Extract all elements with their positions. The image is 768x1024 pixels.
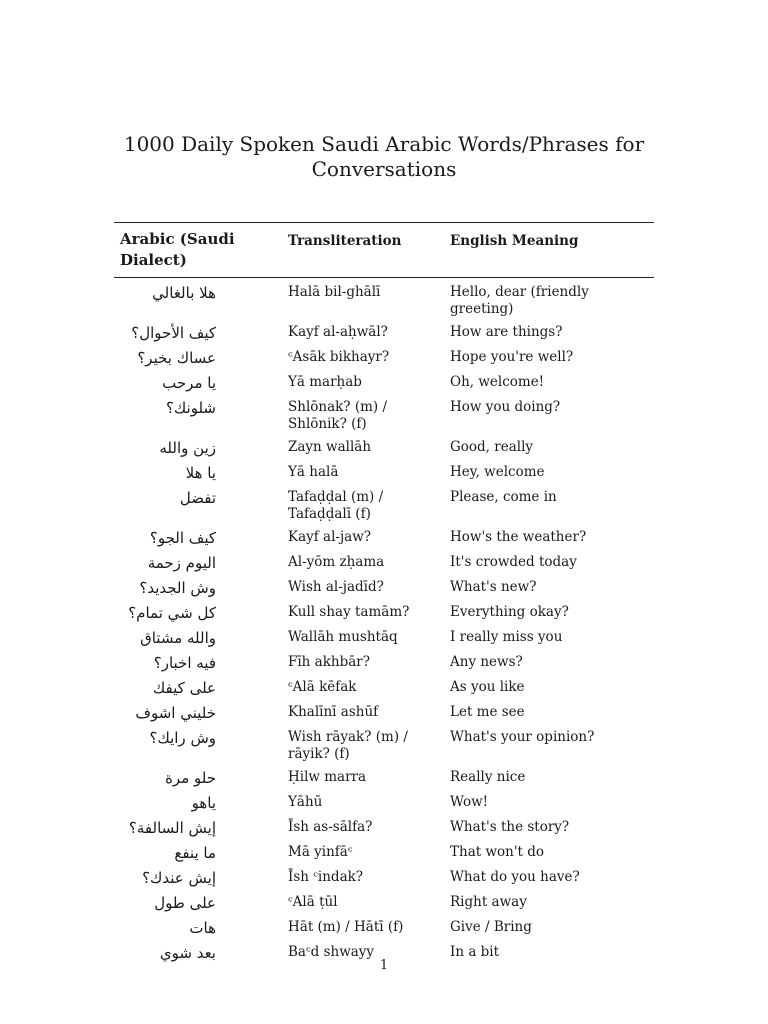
english-cell: Any news? — [450, 654, 523, 670]
transliteration-cell: Hāt (m) / Hātī (f) — [288, 919, 404, 935]
table-row — [114, 278, 654, 322]
arabic-cell: يا مرحب — [162, 374, 216, 392]
transliteration-cell: Shlōnak? (m) / Shlōnik? (f) — [288, 399, 388, 432]
page-number: 1 — [379, 958, 389, 973]
arabic-cell: إيش عندك؟ — [142, 869, 216, 887]
transliteration-cell: Tafaḍḍal (m) / Tafaḍḍalī (f) — [288, 489, 384, 522]
english-cell: Hello, dear (friendly greeting) — [450, 284, 589, 317]
arabic-cell: اليوم زحمة — [147, 554, 216, 572]
table-row — [114, 321, 654, 346]
arabic-cell: على طول — [154, 894, 216, 912]
arabic-cell: فيه اخبار؟ — [153, 654, 216, 672]
table-row — [114, 551, 654, 576]
transliteration-cell: Wish al-jadīd? — [288, 579, 384, 595]
arabic-cell: شلونك؟ — [165, 399, 216, 417]
english-cell: Oh, welcome! — [450, 374, 545, 390]
arabic-cell: ياهو — [191, 794, 216, 812]
english-cell: I really miss you — [450, 629, 563, 645]
table-row — [114, 461, 654, 486]
transliteration-cell: Baᶜd shwayy — [288, 944, 375, 960]
transliteration-cell: Kayf al-jaw? — [288, 529, 372, 545]
english-cell: Right away — [450, 894, 527, 910]
arabic-cell: كيف الجو؟ — [149, 529, 216, 547]
english-cell: What's new? — [450, 579, 537, 595]
table-row — [114, 371, 654, 396]
transliteration-cell: Kayf al-aḥwāl? — [288, 324, 388, 340]
arabic-cell: عساك بخير؟ — [137, 349, 216, 367]
english-cell: Good, really — [450, 439, 534, 455]
transliteration-cell: Yā marḥab — [288, 374, 362, 390]
arabic-cell: والله مشتاق — [140, 629, 216, 647]
english-cell: In a bit — [450, 944, 500, 960]
arabic-cell: تفضل — [179, 489, 216, 507]
arabic-cell: إيش السالفة؟ — [128, 819, 216, 837]
arabic-cell: وش الجديد؟ — [139, 579, 216, 597]
arabic-cell: وش رايك؟ — [149, 729, 216, 747]
transliteration-cell: Ḥilw marra — [288, 769, 367, 785]
english-cell: Hey, welcome — [450, 464, 545, 480]
arabic-cell: هلا بالغالي — [152, 284, 216, 302]
arabic-cell: ما ينفع — [174, 844, 216, 862]
english-cell: Really nice — [450, 769, 526, 785]
table-header-row — [114, 223, 654, 278]
table-row — [114, 396, 654, 436]
transliteration-cell: Yā halā — [288, 464, 339, 480]
transliteration-cell: ᶜAlā kēfak — [288, 679, 357, 695]
english-cell: How are things? — [450, 324, 563, 340]
arabic-cell: حلو مرة — [165, 769, 216, 787]
transliteration-cell: Kull shay tamām? — [288, 604, 410, 620]
transliteration-cell: Zayn wallāh — [288, 439, 372, 455]
transliteration-cell: Al-yōm zḥama — [288, 554, 385, 570]
english-cell: Give / Bring — [450, 919, 532, 935]
table-row — [114, 601, 654, 626]
table-row — [114, 436, 654, 461]
arabic-cell: يا هلا — [185, 464, 216, 482]
transliteration-cell: Wish rāyak? (m) / rāyik? (f) — [288, 729, 408, 762]
table-row — [114, 816, 654, 841]
table-row — [114, 346, 654, 371]
english-cell: What's your opinion? — [450, 729, 595, 745]
header-english: English Meaning — [450, 233, 579, 249]
english-cell: How you doing? — [450, 399, 561, 415]
transliteration-cell: Mā yinfāᶜ — [288, 844, 353, 860]
table-row — [114, 486, 654, 526]
transliteration-cell: Fīh akhbār? — [288, 654, 370, 670]
arabic-cell: كل شي تمام؟ — [128, 604, 216, 622]
english-cell: Hope you're well? — [450, 349, 574, 365]
english-cell: As you like — [450, 679, 525, 695]
phrase-table — [114, 222, 654, 966]
english-cell: It's crowded today — [450, 554, 577, 570]
transliteration-cell: Īsh ᶜindak? — [288, 869, 364, 885]
table-row — [114, 766, 654, 791]
transliteration-cell: ᶜAsāk bikhayr? — [288, 349, 390, 365]
english-cell: Wow! — [450, 794, 489, 810]
table-row — [114, 701, 654, 726]
page-title: 1000 Daily Spoken Saudi Arabic Words/Phrases for Conversations — [123, 132, 645, 181]
arabic-cell: هات — [189, 919, 216, 937]
table-row — [114, 526, 654, 551]
english-cell: Everything okay? — [450, 604, 569, 620]
table-row — [114, 916, 654, 941]
table-row — [114, 841, 654, 866]
table-row — [114, 726, 654, 766]
transliteration-cell: Yāhū — [288, 794, 323, 810]
arabic-cell: على كيفك — [152, 679, 216, 697]
transliteration-cell: Halā bil-ghālī — [288, 284, 381, 300]
english-cell: How's the weather? — [450, 529, 587, 545]
transliteration-cell: Īsh as-sālfa? — [288, 819, 373, 835]
arabic-cell: خليني اشوف — [135, 704, 216, 722]
header-arabic: Arabic (Saudi Dialect) — [120, 230, 235, 269]
table-row — [114, 626, 654, 651]
transliteration-cell: ᶜAlā ṭūl — [288, 894, 338, 910]
arabic-cell: بعد شوي — [159, 944, 216, 962]
english-cell: That won't do — [450, 844, 545, 860]
table-row — [114, 866, 654, 891]
arabic-cell: كيف الأحوال؟ — [131, 324, 216, 342]
english-cell: Please, come in — [450, 489, 557, 505]
header-transliteration: Transliteration — [288, 233, 402, 249]
transliteration-cell: Wallāh mushtāq — [288, 629, 398, 645]
table-row — [114, 651, 654, 676]
table-row — [114, 891, 654, 916]
arabic-cell: زين والله — [159, 439, 216, 457]
table-row — [114, 791, 654, 816]
table-row — [114, 676, 654, 701]
transliteration-cell: Khalīnī ashūf — [288, 704, 379, 720]
english-cell: Let me see — [450, 704, 525, 720]
english-cell: What's the story? — [450, 819, 570, 835]
english-cell: What do you have? — [450, 869, 580, 885]
table-row — [114, 576, 654, 601]
